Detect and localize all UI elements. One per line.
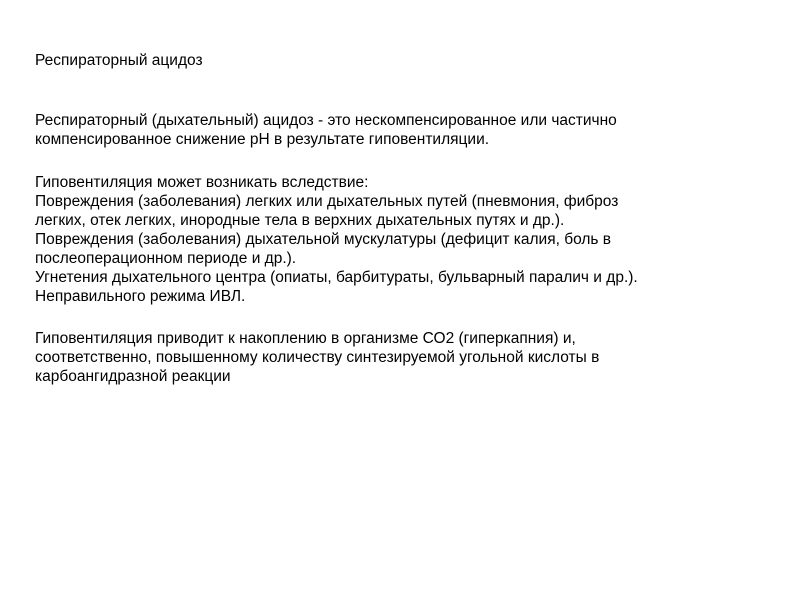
text-line: Респираторный (дыхательный) ацидоз - это нескомпенсированное или частично [35,112,617,129]
text-line: легких, отек легких, инородные тела в верхних дыхательных путях и др.). [35,212,565,229]
text-line: карбоангидразной реакции [35,368,231,385]
text-line: Повреждения (заболевания) легких или дыхательных путей (пневмония, фиброз [35,193,619,210]
causes-heading: Гиповентиляция может возникать вследствие: [35,174,369,191]
slide-title: Респираторный ацидоз [35,52,203,69]
text-line: компенсированное снижение рН в результате гиповентиляции. [35,131,490,148]
causes-paragraph [35,173,775,306]
consequence-paragraph [35,329,775,386]
definition-paragraph [35,111,775,149]
text-line: Повреждения (заболевания) дыхательной мускулатуры (дефицит калия, боль в [35,231,612,248]
text-line: Гиповентиляция приводит к накоплению в организме СО2 (гиперкапния) и, [35,330,576,347]
text-line: послеоперационном периоде и др.). [35,250,297,267]
text-line: Угнетения дыхательного центра (опиаты, барбитураты, бульварный паралич и др.). [35,269,638,286]
text-line: соответственно, повышенному количеству синтезируемой угольной кислоты в [35,349,600,366]
text-line: Неправильного режима ИВЛ. [35,288,246,305]
